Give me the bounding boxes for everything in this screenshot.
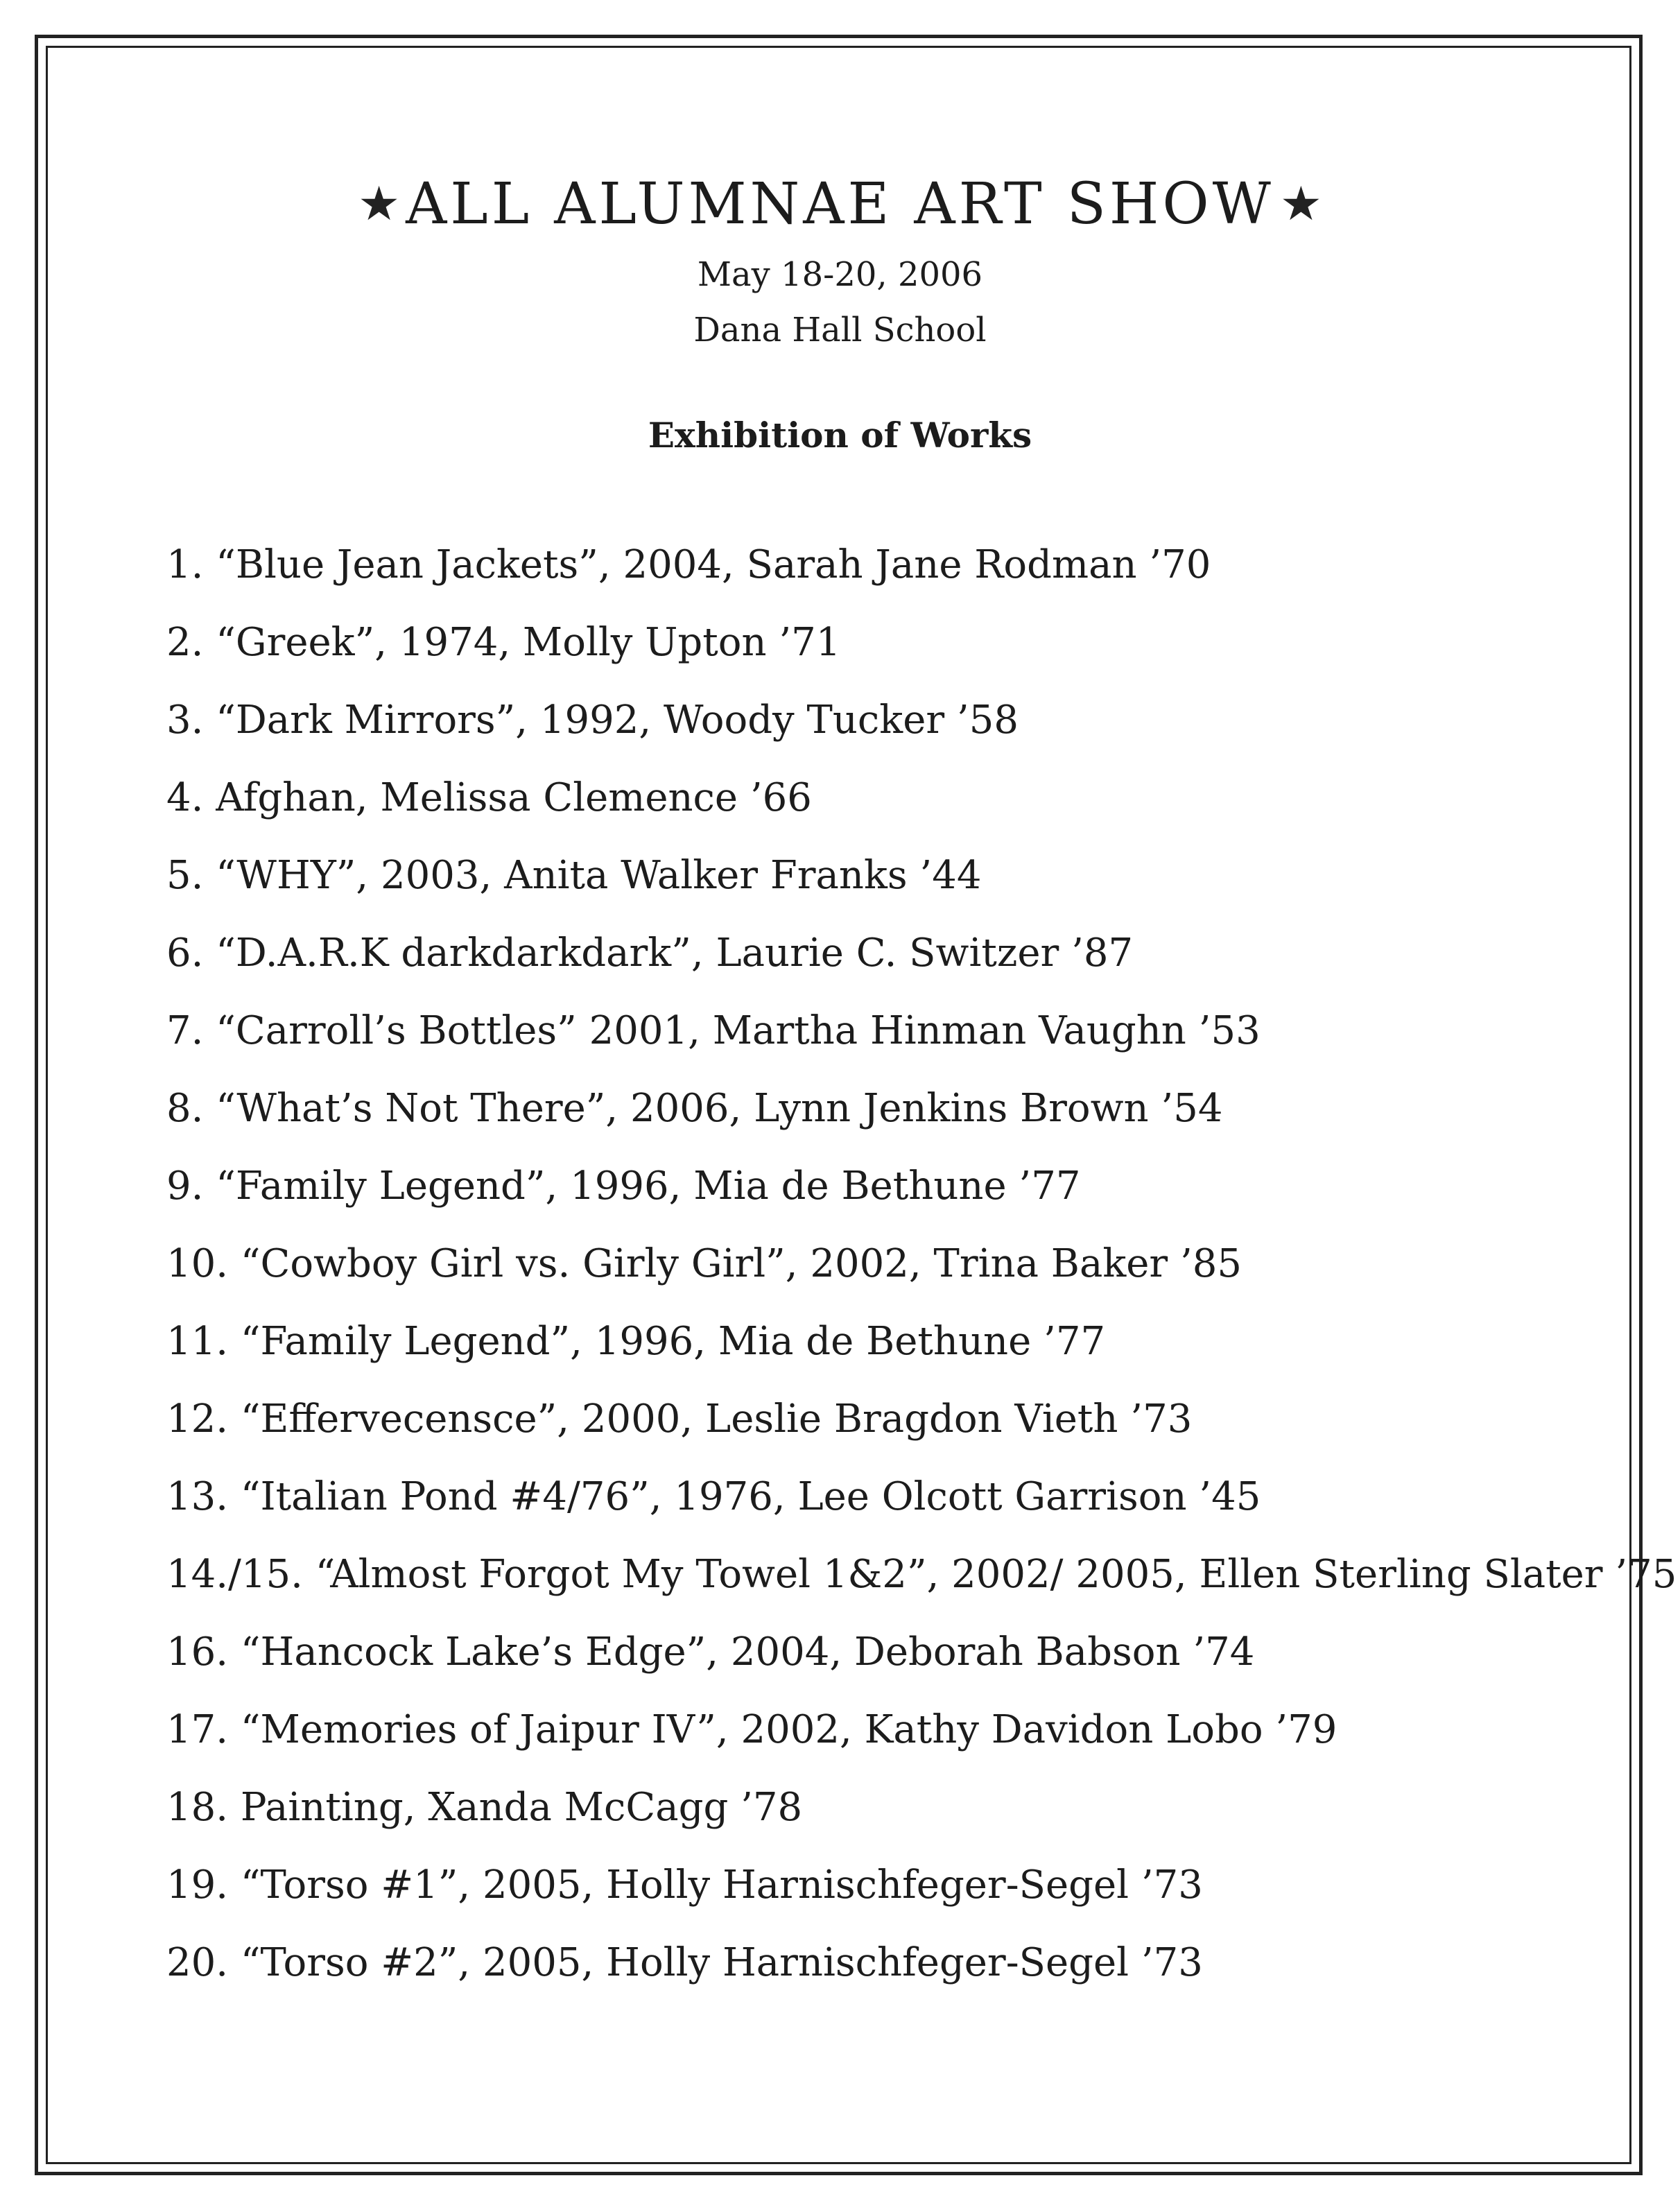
list-item: 7. “Carroll’s Bottles” 2001, Martha Hinman Vaughn ’53 <box>166 1008 1261 1053</box>
list-item: 3. “Dark Mirrors”, 1992, Woody Tucker ’58 <box>166 698 1019 743</box>
list-item: 12. “Effervecensce”, 2000, Leslie Bragdon Vieth ’73 <box>166 1397 1193 1442</box>
section-title: Exhibition of Works <box>648 415 1032 456</box>
list-item: 13. “Italian Pond #4/76”, 1976, Lee Olcott Garrison ’45 <box>166 1474 1261 1519</box>
event-venue: Dana Hall School <box>693 311 987 349</box>
list-item: 5. “WHY”, 2003, Anita Walker Franks ’44 <box>166 853 982 898</box>
list-item: 17. “Memories of Jaipur IV”, 2002, Kathy Davidon Lobo ’79 <box>166 1707 1337 1752</box>
list-item: 8. “What’s Not There”, 2006, Lynn Jenkins Brown ’54 <box>166 1086 1223 1131</box>
list-item: 20. “Torso #2”, 2005, Holly Harnischfeger-Segel ’73 <box>166 1940 1203 1985</box>
header <box>0 166 1680 456</box>
list-item: 19. “Torso #1”, 2005, Holly Harnischfeger-Segel ’73 <box>166 1863 1203 1908</box>
list-item: 16. “Hancock Lake’s Edge”, 2004, Deborah Babson ’74 <box>166 1630 1255 1675</box>
list-item: 9. “Family Legend”, 1996, Mia de Bethune ’77 <box>166 1164 1081 1209</box>
page-title: ALL ALUMNAE ART SHOW <box>406 171 1274 237</box>
works-list <box>166 541 1677 2016</box>
list-item: 4. Afghan, Melissa Clemence ’66 <box>166 775 812 820</box>
star-icon: ★ <box>1279 177 1322 232</box>
event-dates: May 18-20, 2006 <box>697 255 983 294</box>
star-icon: ★ <box>358 177 401 232</box>
list-item: 1. “Blue Jean Jackets”, 2004, Sarah Jane Rodman ’70 <box>166 542 1211 587</box>
list-item: 10. “Cowboy Girl vs. Girly Girl”, 2002, Trina Baker ’85 <box>166 1241 1242 1286</box>
list-item: 6. “D.A.R.K darkdarkdark”, Laurie C. Switzer ’87 <box>166 931 1134 976</box>
title-row <box>0 166 1680 243</box>
list-item: 11. “Family Legend”, 1996, Mia de Bethune ’77 <box>166 1319 1106 1364</box>
list-item: 2. “Greek”, 1974, Molly Upton ’71 <box>166 620 841 665</box>
list-item: 18. Painting, Xanda McCagg ’78 <box>166 1785 803 1830</box>
list-item: 14./15. “Almost Forgot My Towel 1&2”, 2002/ 2005, Ellen Sterling Slater ’75 <box>166 1552 1677 1597</box>
